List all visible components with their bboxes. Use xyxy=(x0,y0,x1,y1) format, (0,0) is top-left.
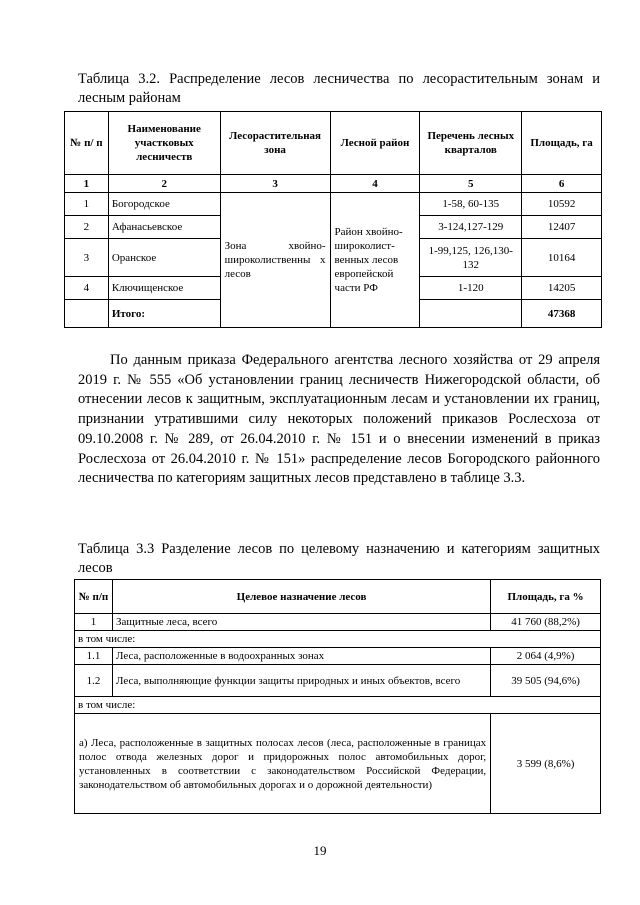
header-quarters: Перечень лесных кварталов xyxy=(420,112,522,175)
header-area: Площадь, га % xyxy=(491,580,601,614)
table-3-3-caption: Таблица 3.3 Разделение лесов по целевому назначению и категориям защитных лесов xyxy=(78,541,600,576)
row-number xyxy=(65,300,109,328)
area: 10592 xyxy=(522,193,602,216)
area: 12407 xyxy=(522,216,602,239)
body-paragraph: По данным приказа Федерального агентства лесного хозяйства от 29 апреля 2019 г. № 555 «Об установлении границ лесничеств Нижегородской области, об отнесении лесов к защитным, эксплуатационным лесам и установлении их границ, признании утратившими силу некоторых положений приказов Рослесхоза от 09.10.2008 г. № 289, от 26.04.2010 г. № 151 и о внесении изменений в приказ Рослесхоза от 26.04.2010 г. № 151» распределение лесов Богородского районного лесничества по категориям защитных лесов представлено в таблице 3.3. xyxy=(78,352,600,487)
row-number: 4 xyxy=(65,277,109,300)
area: 3 599 (8,6%) xyxy=(491,714,601,814)
total-value: 47368 xyxy=(522,300,602,328)
subheading-row xyxy=(75,631,601,648)
table-3-2 xyxy=(64,111,602,328)
row-number: 1 xyxy=(65,193,109,216)
table-header-row xyxy=(65,112,602,175)
column-number: 1 xyxy=(65,175,109,193)
header-number: № п/ п xyxy=(65,112,109,175)
area: 2 064 (4,9%) xyxy=(491,648,601,665)
table-3-3 xyxy=(74,579,601,814)
quarters: 1-99,125, 126,130-132 xyxy=(420,239,522,277)
row-number: 2 xyxy=(65,216,109,239)
purpose: Леса, расположенные в водоохранных зонах xyxy=(112,648,490,665)
quarters: 1-58, 60-135 xyxy=(420,193,522,216)
column-number: 6 xyxy=(522,175,602,193)
page-number: 19 xyxy=(313,843,327,858)
header-zone: Лесорастительная зона xyxy=(220,112,330,175)
column-number: 2 xyxy=(108,175,220,193)
table-row xyxy=(75,648,601,665)
purpose: Леса, выполняющие функции защиты природных и иных объектов, всего xyxy=(112,665,490,697)
header-forestry-name: Наименование участковых лесничеств xyxy=(108,112,220,175)
area: 10164 xyxy=(522,239,602,277)
table-row xyxy=(75,714,601,814)
column-number: 4 xyxy=(330,175,420,193)
quarters: 1-120 xyxy=(420,277,522,300)
table-row xyxy=(65,193,602,216)
table-row xyxy=(75,614,601,631)
area: 41 760 (88,2%) xyxy=(491,614,601,631)
forest-district: Район хвойно-широколист-венных лесов европейской части РФ xyxy=(330,193,420,328)
header-district: Лесной район xyxy=(330,112,420,175)
table-row xyxy=(75,665,601,697)
table-3-2-caption: Таблица 3.2. Распределение лесов лесничества по лесорастительным зонам и лесным районам xyxy=(78,71,600,106)
column-number: 5 xyxy=(420,175,522,193)
row-number: 1.1 xyxy=(75,648,113,665)
header-number: № п/п xyxy=(75,580,113,614)
forestry-name: Оранское xyxy=(108,239,220,277)
area: 39 505 (94,6%) xyxy=(491,665,601,697)
including-label: в том числе: xyxy=(75,631,601,648)
table-header-row xyxy=(75,580,601,614)
row-number: 1 xyxy=(75,614,113,631)
purpose: Защитные леса, всего xyxy=(112,614,490,631)
total-label: Итого: xyxy=(108,300,220,328)
header-area: Площадь, га xyxy=(522,112,602,175)
row-number: 3 xyxy=(65,239,109,277)
header-purpose: Целевое назначение лесов xyxy=(112,580,490,614)
forest-zone: Зона хвойно-широколиственны х лесов xyxy=(220,193,330,328)
area: 14205 xyxy=(522,277,602,300)
purpose: а) Леса, расположенные в защитных полосах лесов (леса, расположенные в границах полос отвода железных дорог и придорожных полос автомобильных дорог, установленных в соответствии с законодательством Российской Федерации, законодательством об автомобильных дорогах и о дорожной деятельности) xyxy=(75,714,491,814)
forestry-name: Афанасьевское xyxy=(108,216,220,239)
column-number: 3 xyxy=(220,175,330,193)
quarters: 3-124,127-129 xyxy=(420,216,522,239)
forestry-name: Ключищенское xyxy=(108,277,220,300)
column-number-row xyxy=(65,175,602,193)
including-label: в том числе: xyxy=(75,697,601,714)
row-number: 1.2 xyxy=(75,665,113,697)
forestry-name: Богородское xyxy=(108,193,220,216)
subheading-row xyxy=(75,697,601,714)
quarters xyxy=(420,300,522,328)
